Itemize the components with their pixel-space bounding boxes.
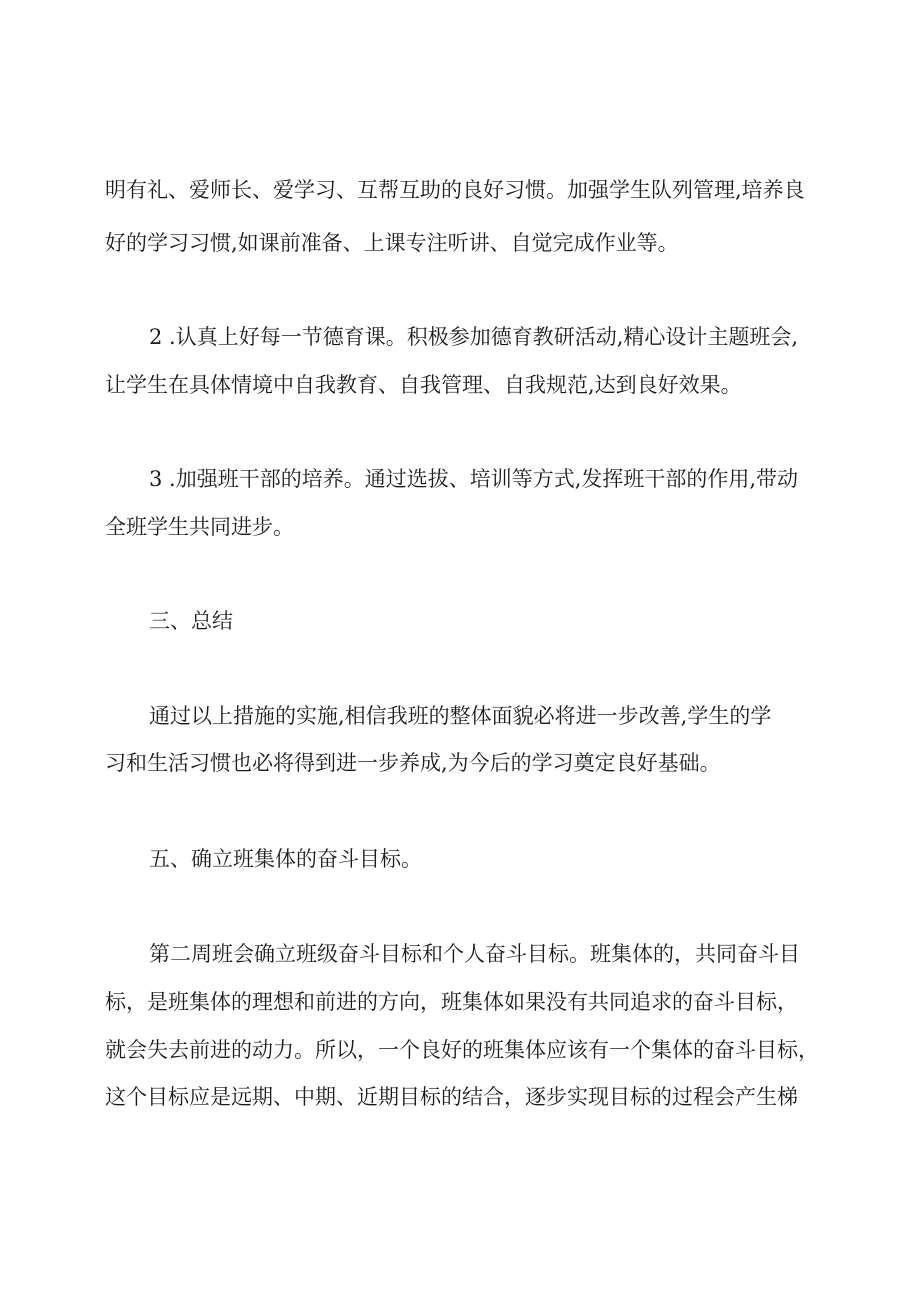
paragraph-line: 就会失去前进的动力。所以，一个良好的班集体应该有一个集体的奋斗目标，	[105, 1038, 819, 1062]
section-heading-goals: 五、确立班集体的奋斗目标。	[149, 847, 422, 871]
paragraph-line: 标，是班集体的理想和前进的方向，班集体如果没有共同追求的奋斗目标，	[105, 990, 798, 1014]
list-item-2: 2 .认真上好每一节德育课。积极参加德育教研活动,精心设计主题班会,	[149, 325, 799, 349]
paragraph-line: 全班学生共同进步。	[105, 515, 294, 539]
paragraph-line: 第二周班会确立班级奋斗目标和个人奋斗目标。班集体的，共同奋斗目	[149, 942, 800, 966]
paragraph-line: 习和生活习惯也必将得到进一步养成,为今后的学习奠定良好基础。	[105, 751, 721, 775]
paragraph-line: 明有礼、爱师长、爱学习、互帮互助的良好习惯。加强学生队列管理,培养良	[105, 178, 805, 202]
paragraph-line: 好的学习习惯,如课前准备、上课专注听讲、自觉完成作业等。	[105, 231, 679, 255]
paragraph-line: 通过以上措施的实施,相信我班的整体面貌必将进一步改善,学生的学	[149, 704, 772, 728]
paragraph-line: 让学生在具体情境中自我教育、自我管理、自我规范,达到良好效果。	[105, 373, 742, 397]
list-item-3: 3 .加强班干部的培养。通过选拔、培训等方式,发挥班干部的作用,带动	[149, 467, 799, 491]
section-heading-summary: 三、总结	[149, 609, 233, 633]
paragraph-line: 这个目标应是远期、中期、近期目标的结合，逐步实现目标的过程会产生梯	[105, 1085, 798, 1109]
